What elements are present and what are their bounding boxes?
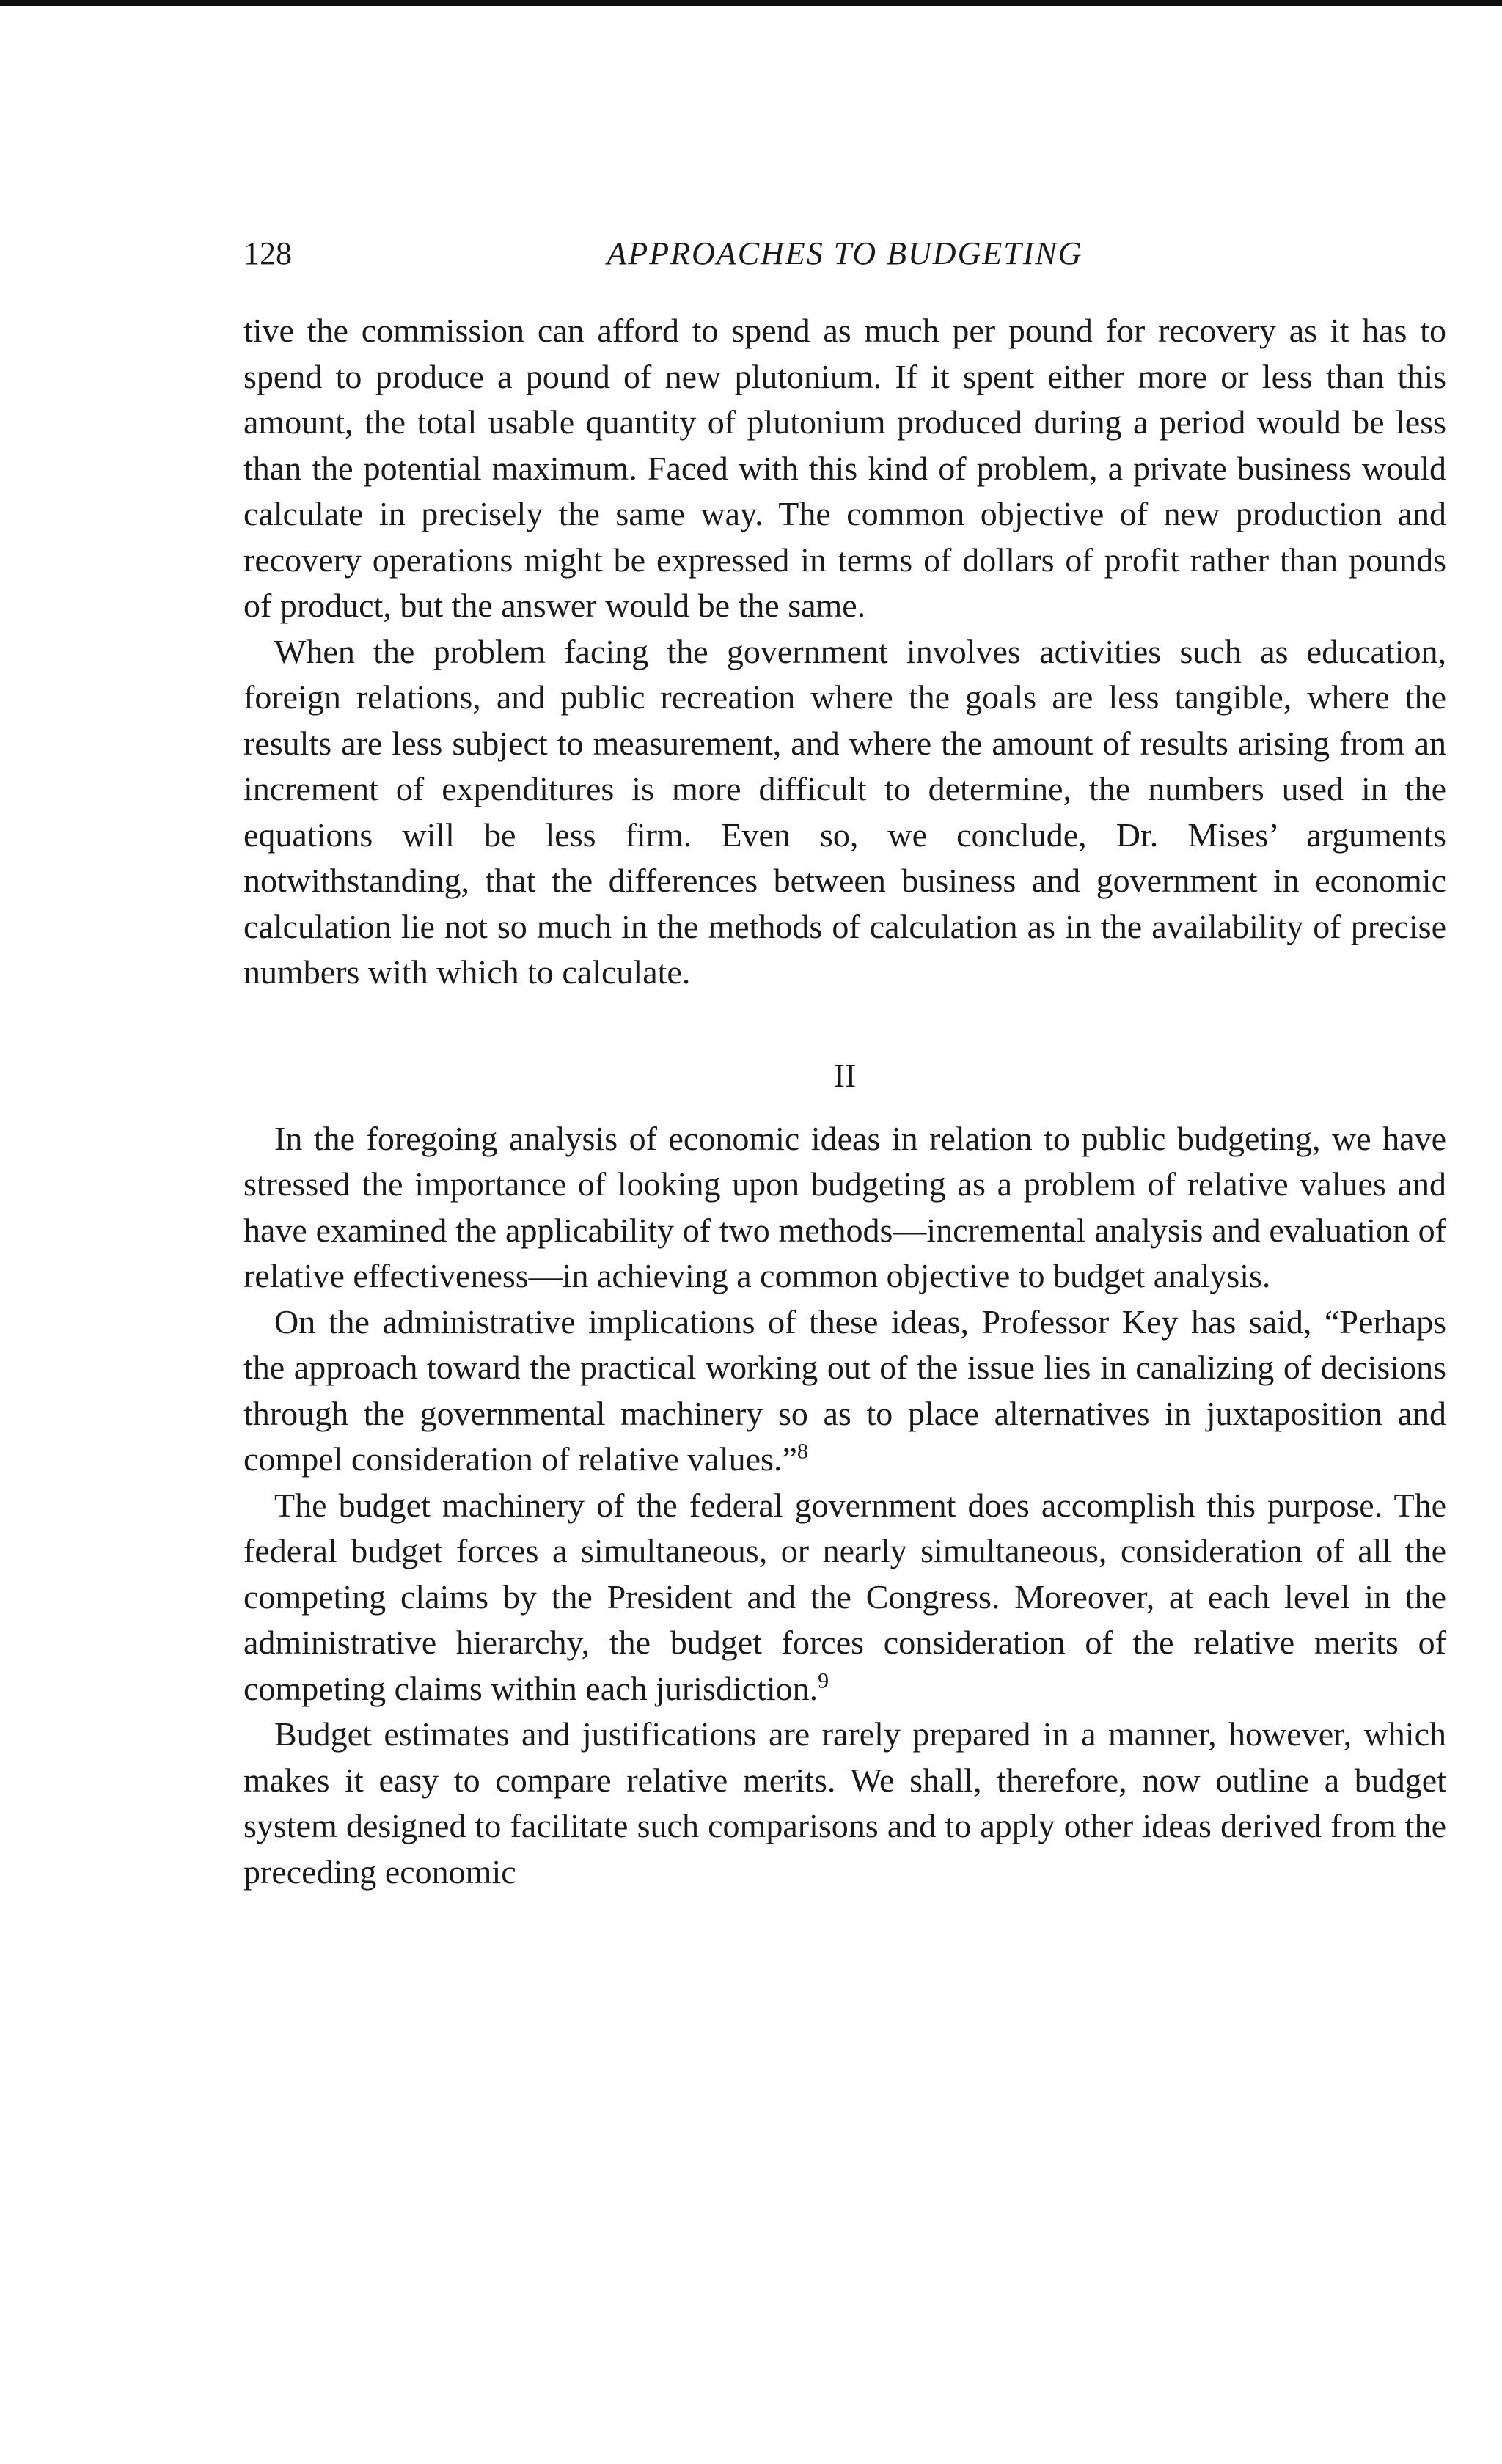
body-paragraph	[243, 1483, 1446, 1712]
body-paragraph	[243, 1116, 1446, 1299]
body-paragraph	[243, 1712, 1446, 1895]
body-paragraph: When the problem facing the government involves activities such as education, foreign relations, and public recreation where the goals are less tangible, where the results are less subject to measurement, and where the amount of results arising from an increment of expenditures is more difficult to determine, the numbers used in the equations will be less firm. Even so, we conclude, Dr. Mises’ arguments notwithstanding, that the differences between business and government in economic calculation lie not so much in the methods of calculation as in the availability of precise numbers with which to calculate.	[243, 632, 1446, 991]
body-paragraph: tive the commission can afford to spend as much per pound for recovery as it has to spend to produce a pound of new plutonium. If it spent either more or less than this amount, the total usable quantity of plutonium produced during a period would be less than the potential maximum. Faced with this kind of problem, a private business would calculate in precisely the same way. The common objective of new production and recovery operations might be expressed in terms of dollars of profit rather than pounds of product, but the answer would be the same.	[243, 312, 1446, 624]
paragraph-text: Budget estimates and justifications are rarely prepared in a manner, however, which makes it easy to compare relative merits. We shall, therefore, now outline a budget system designed to facilitate such comparisons and to apply other ideas derived from the preceding economic	[243, 1715, 1446, 1891]
top-border-rule	[0, 0, 1502, 6]
section-heading: II	[833, 1056, 857, 1094]
footnote-marker: 8	[796, 1439, 808, 1464]
paragraph-text: On the administrative implications of these ideas, Professor Key has said, “Perhaps the approach toward the practical working out of the issue lies in canalizing of decisions through the governmental machinery so as to place alternatives in juxtaposition and compel consideration of relative values.”	[243, 1302, 1446, 1478]
running-header	[243, 213, 1446, 279]
running-title: APPROACHES TO BUDGETING	[607, 235, 1083, 271]
book-page	[243, 213, 1446, 1895]
paragraph-text: In the foregoing analysis of economic ideas in relation to public budgeting, we have stressed the importance of looking upon budgeting as a problem of relative values and have examined the applicability of two methods—incremental analysis and evaluation of relative effectiveness—in achieving a common objective to budget analysis.	[243, 1119, 1446, 1294]
paragraph-text: The budget machinery of the federal government does accomplish this purpose. The federal budget forces a simultaneous, or nearly simultaneous, consideration of all the competing claims by the President and the Congress. Moreover, at each level in the administrative hierarchy, the budget forces consideration of the relative merits of competing claims within each jurisdiction.	[243, 1486, 1446, 1707]
page-number: 128	[243, 235, 292, 271]
body-paragraph	[243, 1299, 1446, 1483]
footnote-marker: 9	[818, 1668, 829, 1693]
